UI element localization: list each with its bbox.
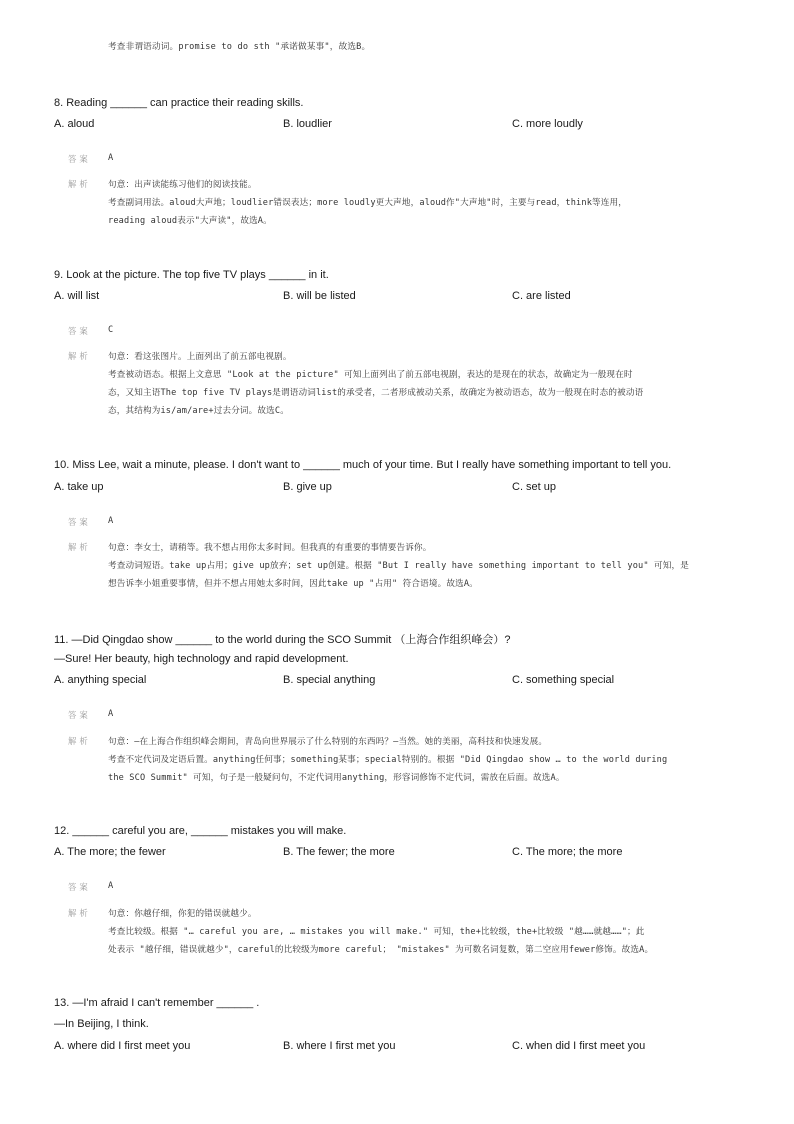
answer-label: 答案 bbox=[68, 154, 91, 164]
answer-label: 答案 bbox=[68, 710, 91, 720]
answer-value: A bbox=[108, 709, 114, 719]
option-a: A. The more; the fewer bbox=[54, 846, 166, 858]
analysis-label: 解析 bbox=[68, 351, 91, 361]
option-c: C. are listed bbox=[512, 290, 571, 302]
analysis-line: 句意：你越仔细，你犯的错误就越少。 bbox=[108, 909, 257, 919]
answer-value: C bbox=[108, 325, 114, 335]
analysis-line: 考查不定代词及定语后置。anything任何事；something某事；special特别的。根据 "Did Qingdao show … to the world during bbox=[108, 755, 668, 765]
question-stem: 10. Miss Lee, wait a minute, please. I don't want to ______ much of your time. But I really have something important to tell you. bbox=[54, 459, 672, 471]
option-c: C. something special bbox=[512, 674, 615, 686]
option-a: A. will list bbox=[54, 290, 100, 302]
option-b: B. special anything bbox=[283, 674, 376, 686]
answer-value: A bbox=[108, 516, 114, 526]
option-b: B. give up bbox=[283, 481, 332, 493]
analysis-line: 考查被动语态。根据上文意思 "Look at the picture" 可知上面列出了前五部电视剧，表达的是现在的状态，故确定为一般现在时 bbox=[108, 370, 633, 380]
analysis-line: 态，又知主语The top five TV plays是谓语动词list的承受者，二者形成被动关系，故确定为被动语态，故为一般现在时态的被动语 bbox=[108, 388, 644, 398]
analysis-line: 态，其结构为is/am/are+过去分词。故选C。 bbox=[108, 406, 289, 416]
answer-label: 答案 bbox=[68, 326, 91, 336]
analysis-label: 解析 bbox=[68, 736, 91, 746]
question-stem: 12. ______ careful you are, ______ mistakes you will make. bbox=[54, 825, 347, 837]
question-stem: 8. Reading ______ can practice their reading skills. bbox=[54, 97, 304, 109]
analysis-line: 句意：出声读能练习他们的阅读技能。 bbox=[108, 180, 257, 190]
analysis-line: reading aloud表示"大声读"，故选A。 bbox=[108, 216, 272, 226]
analysis-line: 句意：李女士，请稍等。我不想占用你太多时间。但我真的有重要的事情要告诉你。 bbox=[108, 543, 432, 553]
option-a: A. aloud bbox=[54, 118, 95, 130]
analysis-line: 想告诉李小姐重要事情，但并不想占用她太多时间，因此take up "占用" 符合语境。故选A。 bbox=[108, 579, 478, 589]
analysis-label: 解析 bbox=[68, 908, 91, 918]
option-c: C. more loudly bbox=[512, 118, 583, 130]
option-c: C. when did I first meet you bbox=[512, 1040, 646, 1052]
option-b: B. where I first met you bbox=[283, 1040, 396, 1052]
option-a: A. where did I first meet you bbox=[54, 1040, 191, 1052]
analysis-label: 解析 bbox=[68, 179, 91, 189]
analysis-line: 考查副词用法。aloud大声地；loudlier错误表达；more loudly更大声地，aloud作"大声地"时，主要与read，think等连用， bbox=[108, 198, 627, 208]
previous-question-note: 考查非谓语动词。promise to do sth "承诺做某事"，故选B。 bbox=[108, 42, 371, 52]
option-b: B. loudlier bbox=[283, 118, 332, 130]
option-c: C. set up bbox=[512, 481, 557, 493]
analysis-line: 处表示 "越仔细，错误就越少"，careful的比较级为more careful； "mistakes" 为可数名词复数，第二空应用fewer修饰。故选A。 bbox=[108, 945, 654, 955]
question-stem: 9. Look at the picture. The top five TV plays ______ in it. bbox=[54, 269, 329, 281]
analysis-line: the SCO Summit" 可知，句子是一般疑问句，不定代词用anything，形容词修饰不定代词，需放在后面。故选A。 bbox=[108, 773, 565, 783]
answer-value: A bbox=[108, 881, 114, 891]
question-stem: 11. —Did Qingdao show ______ to the world during the SCO Summit （上海合作组织峰会）? bbox=[54, 634, 511, 646]
option-b: B. The fewer; the more bbox=[283, 846, 395, 858]
question-response: —In Beijing, I think. bbox=[54, 1018, 149, 1030]
answer-label: 答案 bbox=[68, 517, 91, 527]
answer-value: A bbox=[108, 153, 114, 163]
analysis-line: 句意：—在上海合作组织峰会期间，青岛向世界展示了什么特别的东西吗？—当然。她的美丽，高科技和快速发展。 bbox=[108, 737, 548, 747]
option-a: A. take up bbox=[54, 481, 104, 493]
question-response: —Sure! Her beauty, high technology and rapid development. bbox=[54, 653, 349, 665]
analysis-line: 考查动词短语。take up占用；give up放弃；set up创建。根据 "But I really have something important to tell you" 可知，是 bbox=[108, 561, 690, 571]
analysis-line: 考查比较级。根据 "… careful you are, … mistakes you will make." 可知，the+比较级，the+比较级 "越……就越……"；此 bbox=[108, 927, 645, 937]
analysis-label: 解析 bbox=[68, 542, 91, 552]
option-b: B. will be listed bbox=[283, 290, 356, 302]
analysis-line: 句意：看这张图片。上面列出了前五部电视剧。 bbox=[108, 352, 292, 362]
question-stem: 13. —I'm afraid I can't remember ______ . bbox=[54, 997, 260, 1009]
option-c: C. The more; the more bbox=[512, 846, 623, 858]
option-a: A. anything special bbox=[54, 674, 147, 686]
answer-label: 答案 bbox=[68, 882, 91, 892]
